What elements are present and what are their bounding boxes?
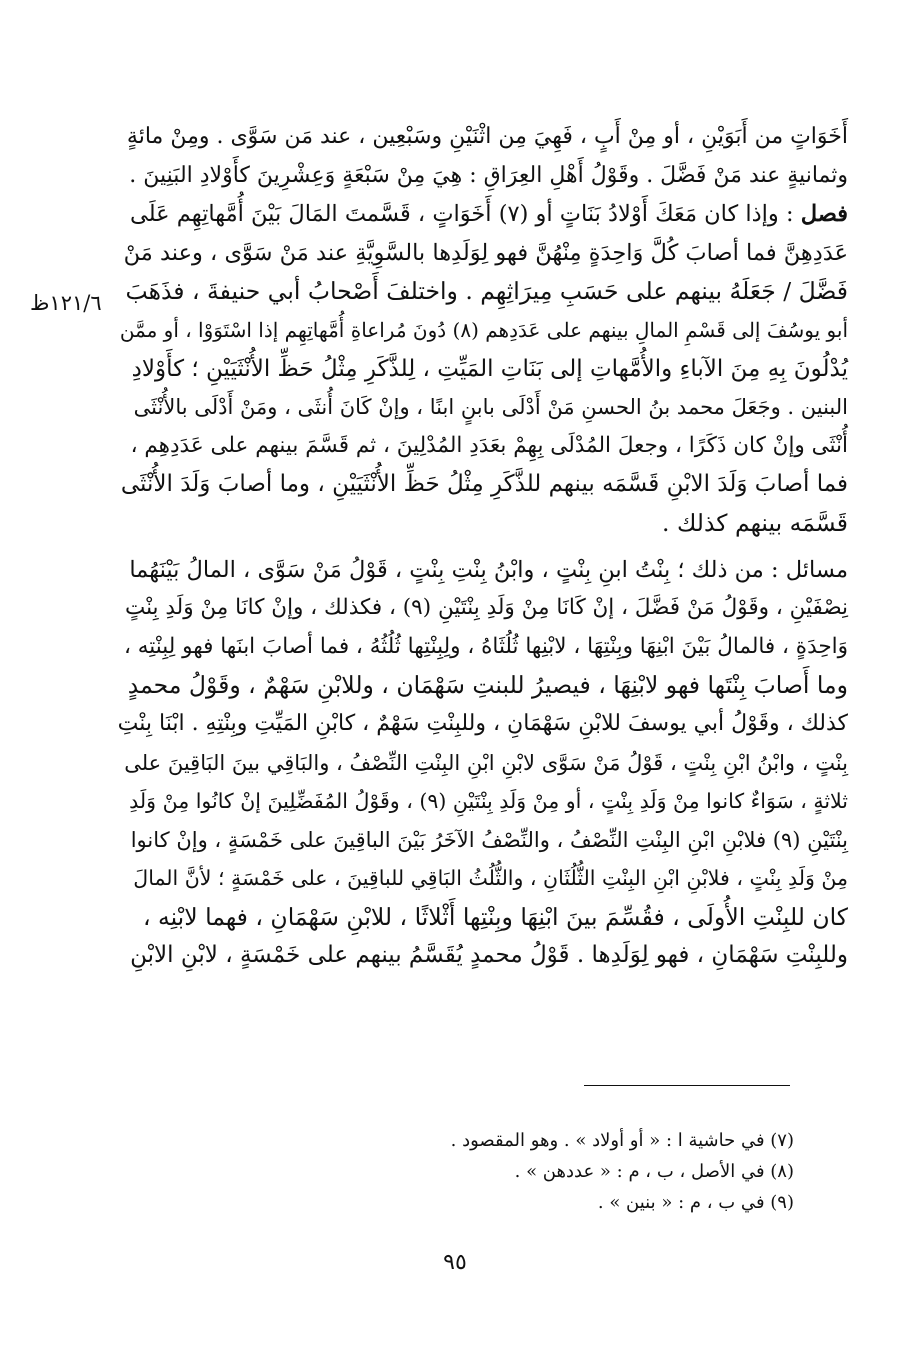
text-line: وما أَصابَ بِنْتَها فهو لابْنِهَا ، فيصيرُ للبنتِ سَهْمَان ، وللابْنِ سَهْمٌ ، وقَوْلُ محمدٍ	[127, 671, 848, 700]
margin-folio-note: ١٢١/٦ظ	[30, 291, 102, 315]
text-run: : وإذا كان مَعَكَ أَوْلادُ بَنَاتٍ أو (٧) أَخَوَاتٍ ، قَسَّمتَ المَالَ بَيْنَ أُمَّهاتِهِم عَلَى	[129, 201, 794, 228]
text-line: وللبِنْتِ سَهْمَانِ ، فهو لِوَلَدِها . قَوْلُ محمدٍ يُقَسَّمُ بينهم على خَمْسَةٍ ، لابْنِ الابْنِ	[130, 942, 848, 969]
text-line: عَدَدِهِنَّ فما أصابَ كُلَّ وَاحِدَةٍ مِنْهُنَّ فهو لِوَلَدِها بالسَّوِيَّةِ عند مَنْ سَوَّى ، وعند مَنْ	[123, 239, 848, 266]
text-line: كذلك ، وقَوْلُ أبي يوسفَ للابْنِ سَهْمَانِ ، وللبِنْتِ سَهْمٌ ، كابْنِ المَيِّتِ وبِنْتِهِ . ابْنَا بِنْتِ	[117, 710, 848, 736]
text-line: وَاحِدَةٍ ، فالمالُ بَيْنَ ابْنِهَا وبِنْتِهَا ، لابْنِها ثُلُثَاهُ ، ولِبِنْتِها ثُلُثُهُ ، فما أصابَ ابنَها فهو لِبِنْتِه ،	[123, 633, 848, 659]
page-number: ٩٥	[443, 1250, 467, 1275]
footnote: (٧) في حاشية ا : « أو أولاد » . وهو المقصود .	[450, 1130, 794, 1151]
text-line: يُدْلُونَ بِهِ مِنَ الآباءِ والأُمَّهاتِ إلى بَنَاتِ المَيِّتِ ، لِلذَّكَرِ مِثْلُ حَظِّ الأُنْثَيَيْنِ ؛ كأَوْلادِ	[131, 355, 848, 382]
text-line: قَسَّمَه بينهم كذلك .	[662, 508, 848, 537]
text-line: بِنْتَيْنِ (٩) فلابْنِ ابْنِ البِنْتِ النِّصْفُ ، والنِّصْفُ الآخَرُ بَيْنَ الباقِينَ على خَمْسَةٍ ، وإنْ كانوا	[130, 827, 848, 852]
text-line: مِنْ وَلَدِ بِنْتٍ ، فلابْنِ ابْنِ البِنْتِ الثُّلُثَانِ ، والثُّلُثُ البَاقِي للباقِينَ ، على خَمْسَةٍ ؛ لأنَّ المالَ	[133, 866, 848, 891]
text-line: أُنْثَى وإنْ كان ذَكَرًا ، وجعلَ المُدْلَى بِهِمْ بعَدَدِ المُدْلِينَ ، ثم قَسَّمَ بينهم على عَدَدِهِم ،	[130, 432, 848, 458]
section-heading: فصل	[800, 201, 848, 228]
text-line: فما أصابَ وَلَدَ الابْنِ قَسَّمَه بينهم للذَّكَرِ مِثْلُ حَظِّ الأُنْثَيَيْنِ ، وما أصابَ وَلَدَ الأُنْثَى	[120, 471, 848, 498]
text-line: أبو يوسُفَ إلى قَسْمِ المالِ بينهم على عَدَدِهم (٨) دُونَ مُراعاةِ أُمَّهاتِهِم إذا اسْتَوَوْا ، أو ممَّن	[119, 317, 848, 342]
footnote-separator	[584, 1085, 790, 1086]
footnote: (٩) في ب ، م : « بنين » .	[597, 1192, 794, 1213]
footnotes	[94, 1125, 794, 1218]
text-line: بِنْتٍ ، وابْنُ ابْنِ بِنْتٍ ، قَوْلُ مَنْ سَوَّى لابْنِ ابْنِ البِنْتِ النِّصْفُ ، والبَاقِي بينَ البَاقِينَ على	[124, 750, 848, 775]
text-line: أَخَوَاتٍ من أَبَوَيْنِ ، أو مِنْ أَبٍ ، فَهِيَ مِن اثْنَيْنِ وسَبْعِين ، عند مَن سَوَّى . ومِنْ مائةٍ	[126, 124, 848, 149]
text-line: كان للبِنْتِ الأُولَى ، فقُسِّمَ بينَ ابْنِهَا وبِنْتِها أَثْلاثًا ، للابْنِ سَهْمَانِ ، فهما لابْنِه ،	[142, 902, 848, 931]
footnote: (٨) في الأصل ، ب ، م : « عددهن » .	[514, 1161, 794, 1182]
main-text	[118, 118, 848, 975]
text-line: البنين . وجَعَلَ محمد بنُ الحسنِ مَنْ أَدْلَى بابنٍ ابنًا ، وإنْ كَانَ أُنثَى ، ومَنْ أَدْلَى بالأُنْثَى	[133, 395, 848, 420]
text-line: مسائل : من ذلك ؛ بِنْتُ ابنِ بِنْتٍ ، وابْنُ بِنْتِ بِنْتٍ ، قَوْلُ مَنْ سَوَّى ، المالُ بَيْنَهُما	[129, 556, 848, 583]
text-line: ثلاثةٍ ، سَوَاءٌ كانوا مِنْ وَلَدِ بِنْتٍ ، أو مِنْ وَلَدِ بِنْتَيْنِ (٩) ، وقَوْلُ المُفَضِّلِينَ إنْ كانُوا مِنْ وَلَدِ	[129, 789, 848, 814]
text-line	[118, 195, 848, 234]
text-line: فَضَّلَ / جَعَلَهُ بينهم على حَسَبِ مِيرَاثِهِم . واختلفَ أَصْحابُ أبي حنيفةَ ، فذَهَبَ	[125, 277, 848, 306]
text-line: نِصْفَيْنِ ، وقَوْلُ مَنْ فَضَّلَ ، إنْ كَانَا مِنْ وَلَدِ بِنْتَيْنِ (٩) ، فكذلك ، وإنْ كانَا مِنْ وَلَدِ بِنْتٍ	[124, 595, 848, 621]
text-line: وثمانيةٍ عند مَنْ فَضَّلَ . وقَوْلُ أَهْلِ العِرَاقِ : هِيَ مِنْ سَبْعَةٍ وَعِشْرِينَ كأَوْلادِ البَنِينَ .	[129, 162, 848, 188]
